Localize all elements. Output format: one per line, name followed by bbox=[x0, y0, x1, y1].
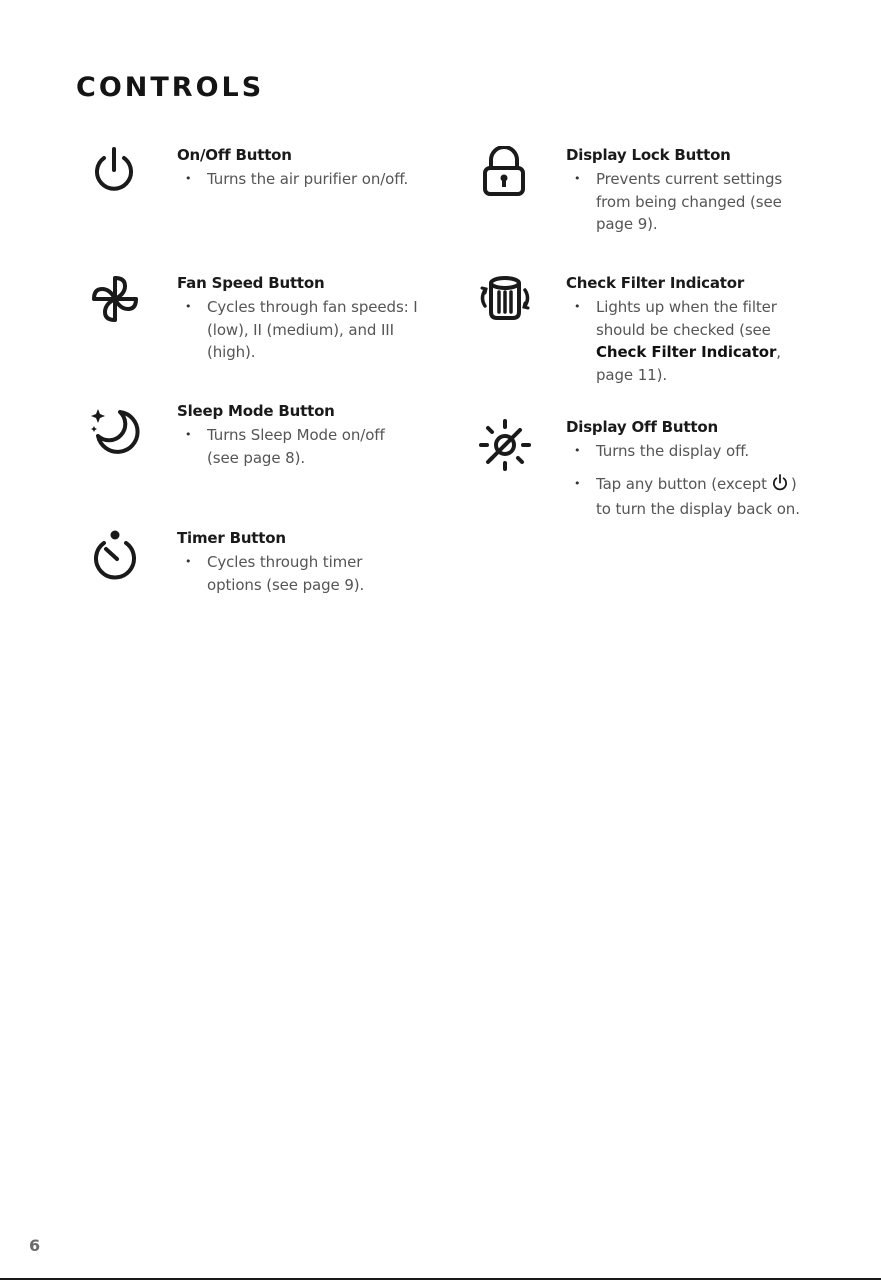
on-off-title: On/Off Button bbox=[177, 146, 292, 164]
bullet: • Prevents current settings from being changed (see page 9). bbox=[566, 168, 794, 236]
timer-icon bbox=[90, 528, 140, 580]
sleep-mode-title: Sleep Mode Button bbox=[177, 402, 335, 420]
display-off-title: Display Off Button bbox=[566, 418, 718, 436]
display-off-bullets bbox=[566, 440, 811, 531]
power-icon bbox=[771, 474, 789, 499]
bullet: • Cycles through fan speeds: I (low), II (medium), and III (high). bbox=[177, 296, 422, 364]
bullet bbox=[566, 473, 811, 521]
fan-speed-title: Fan Speed Button bbox=[177, 274, 325, 292]
check-filter-reference: Check Filter Indicator bbox=[596, 343, 777, 361]
bullet: • Turns the air purifier on/off. bbox=[177, 168, 437, 191]
bullet-text: Lights up when the filter should be checked (see bbox=[596, 298, 777, 339]
page-title: CONTROLS bbox=[76, 72, 265, 103]
filter-icon bbox=[477, 274, 533, 324]
moon-stars-icon bbox=[90, 402, 142, 454]
timer-bullets bbox=[177, 551, 387, 606]
bullet: • Cycles through timer options (see page 9). bbox=[177, 551, 387, 596]
on-off-bullets bbox=[177, 168, 437, 201]
bullet: • Turns Sleep Mode on/off (see page 8). bbox=[177, 424, 417, 469]
bullet-text-tail: , page 11). bbox=[596, 343, 781, 384]
page-number: 6 bbox=[29, 1236, 41, 1255]
display-lock-title: Display Lock Button bbox=[566, 146, 731, 164]
fan-icon bbox=[88, 272, 142, 326]
timer-title: Timer Button bbox=[177, 529, 286, 547]
bottom-rule bbox=[0, 1278, 881, 1280]
check-filter-bullets bbox=[566, 296, 791, 396]
power-icon bbox=[90, 146, 138, 196]
bullet-text-tail: ) to turn the display back on. bbox=[596, 474, 800, 518]
fan-speed-bullets bbox=[177, 296, 422, 374]
sleep-mode-bullets bbox=[177, 424, 417, 479]
bullet bbox=[566, 296, 791, 386]
display-off-icon bbox=[478, 418, 532, 472]
check-filter-title: Check Filter Indicator bbox=[566, 274, 745, 292]
display-lock-bullets bbox=[566, 168, 794, 246]
lock-icon bbox=[481, 146, 527, 198]
bullet-text: Tap any button (except bbox=[596, 474, 767, 493]
bullet: • Turns the display off. bbox=[566, 440, 811, 463]
